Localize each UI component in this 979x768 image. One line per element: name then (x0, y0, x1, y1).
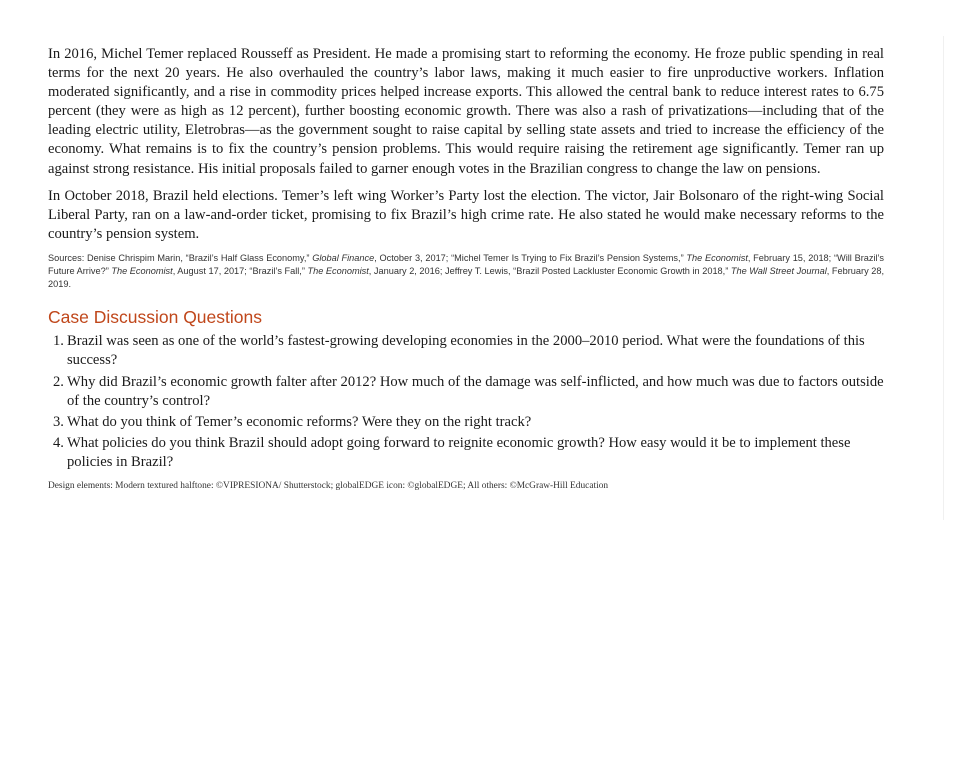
source-publication: The Economist (307, 265, 369, 276)
source-publication: The Wall Street Journal (730, 265, 827, 276)
question-item (48, 332, 884, 370)
source-text: , February 28, 2019. (48, 265, 885, 289)
source-text: , January 2, 2016; Jeffrey T. Lewis, “Brazil Posted Lackluster Economic Growth in 2018,” (368, 265, 731, 276)
question-item (48, 434, 884, 472)
question-number: 2. (53, 373, 64, 390)
design-credits: Design elements: Modern textured halftone: ©VIPRESIONA/ Shutterstock; globalEDGE icon: ©globalEDGE; All others: ©McGraw-Hill Education (48, 480, 609, 491)
document-page (48, 45, 884, 492)
source-text: , October 3, 2017; “Michel Temer Is Trying to Fix Brazil’s Pension Systems,” (374, 252, 687, 263)
question-text: What do you think of Temer’s economic reforms? Were they on the right track? (67, 413, 532, 430)
page-edge-divider (943, 36, 944, 520)
source-text: , February 15, 2018; “Will Brazil’s Future Arrive?” (48, 252, 885, 276)
question-text: Why did Brazil’s economic growth falter after 2012? How much of the damage was self-inflicted, and how much was due to factors outside of the country’s control? (67, 373, 884, 409)
question-number: 4. (53, 434, 64, 451)
sources-citation (48, 252, 884, 290)
source-publication: The Economist (111, 265, 173, 276)
question-text: Brazil was seen as one of the world’s fastest-growing developing economies in the 2000–2010 period. What were the foundations of this success? (67, 333, 865, 369)
case-discussion-questions (48, 332, 884, 472)
body-paragraph-1: In 2016, Michel Temer replaced Rousseff as President. He made a promising start to reforming the economy. He froze public spending in real terms for the next 20 years. He also overhauled the country’s labor laws, making it much easier to fire unproductive workers. Inflation moderated significantly, and a rise in commodity prices helped increase exports. This allowed the central bank to reduce interest rates to 6.75 percent (they were as high as 12 percent), further boosting economic growth. There was also a rash of privatizations—including that of the leading electric utility, Eletrobras—as the government sought to raise capital by selling state assets and tried to increase the efficiency of the economy. What remains is to fix the country’s pension problems. This would require raising the retirement age significantly. Temer ran up against strong resistance. His initial proposals failed to garner enough votes in the Brazilian congress to change the law on pensions. (48, 46, 884, 177)
source-text: Sources: Denise Chrispim Marin, “Brazil’s Half Glass Economy,” (48, 252, 313, 263)
source-text: , August 17, 2017; “Brazil’s Fall,” (172, 265, 308, 276)
question-item (48, 413, 884, 432)
source-publication: The Economist (686, 252, 748, 263)
case-discussion-heading: Case Discussion Questions (48, 307, 262, 328)
body-paragraph-2: In October 2018, Brazil held elections. Temer’s left wing Worker’s Party lost the election. The victor, Jair Bolsonaro of the right-wing Social Liberal Party, ran on a law-and-order ticket, promising to fix Brazil’s high crime rate. He also stated he would make necessary reforms to the country’s pension system. (48, 187, 884, 242)
question-item (48, 373, 884, 411)
source-publication: Global Finance (312, 252, 375, 263)
question-number: 1. (53, 333, 64, 350)
question-text: What policies do you think Brazil should adopt going forward to reignite economic growth? How easy would it be to implement these policies in Brazil? (67, 434, 851, 470)
question-number: 3. (53, 413, 64, 430)
